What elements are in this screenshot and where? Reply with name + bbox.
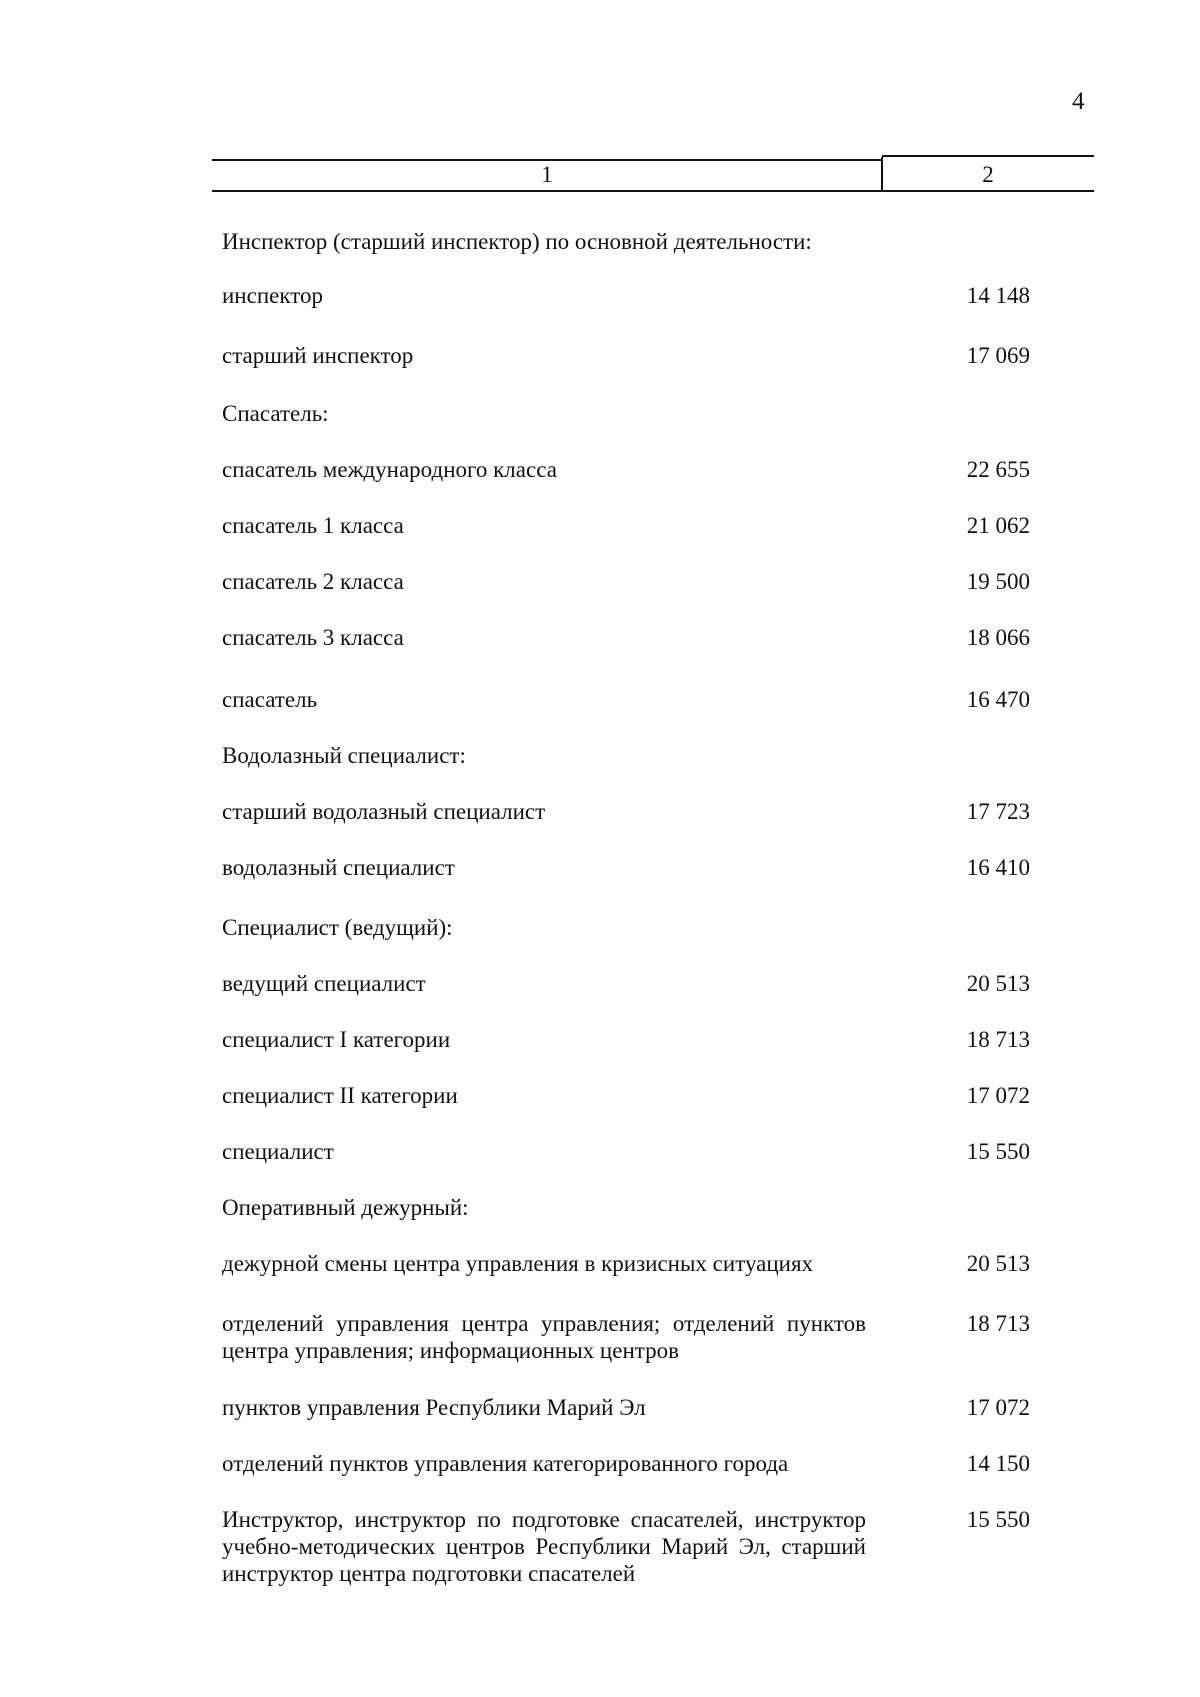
row-label: старший водолазный специалист [222,799,546,824]
row-value: 17 072 [966,1083,1030,1108]
header-col-2: 2 [982,162,994,187]
row-label: Спасатель: [222,401,329,426]
row-label: специалист II категории [222,1083,458,1108]
row-label: пунктов управления Республики Марий Эл [222,1395,646,1420]
row-label: специалист [222,1139,334,1164]
header-bottom-rule [212,190,1094,192]
page-number: 4 [1072,88,1085,115]
row-value: 20 513 [966,1251,1030,1276]
row-label: специалист I категории [222,1027,451,1052]
row-label: Оперативный дежурный: [222,1195,469,1220]
row-value: 16 470 [966,687,1030,712]
row-value: 14 150 [966,1451,1030,1476]
row-value: 17 069 [966,343,1030,368]
row-label: водолазный специалист [222,855,455,880]
row-value: 18 713 [966,1311,1030,1336]
header-top-rule-right [882,155,1094,157]
row-label: спасатель международного класса [222,457,557,482]
row-value: 14 148 [966,283,1030,308]
row-label: Специалист (ведущий): [222,915,453,940]
row-label: Водолазный специалист: [222,743,466,768]
row-value: 20 513 [966,971,1030,996]
table-header [212,152,1094,191]
row-label: отделений пунктов управления категорированного города [222,1451,789,1476]
row-value: 15 550 [966,1507,1030,1532]
row-label: ведущий специалист [222,971,426,996]
row-label: дежурной смены центра управления в кризисных ситуациях [222,1251,814,1276]
row-label: отделений управления центра управления; отделений пунктов центра управления; информационных центров [222,1311,866,1363]
row-value: 17 072 [966,1395,1030,1420]
row-value: 22 655 [966,457,1030,482]
row-label: старший инспектор [222,343,414,368]
row-value: 15 550 [966,1139,1030,1164]
row-value: 18 713 [966,1027,1030,1052]
row-label: инспектор [222,283,323,308]
row-value: 16 410 [966,855,1030,880]
row-label: Инструктор, инструктор по подготовке спасателей, инструктор учебно-методических центров Республики Марий Эл, старший инструктор центра подготовки спасателей [222,1507,866,1586]
row-value: 19 500 [966,569,1030,594]
row-label: спасатель 3 класса [222,625,404,650]
row-label: Инспектор (старший инспектор) по основной деятельности: [222,229,812,254]
row-value: 17 723 [966,799,1030,824]
row-value: 21 062 [966,513,1030,538]
row-value: 18 066 [966,625,1030,650]
header-col-1: 1 [541,162,553,187]
row-label: спасатель 1 класса [222,513,404,538]
row-label: спасатель 2 класса [222,569,404,594]
row-label: спасатель [222,687,318,712]
